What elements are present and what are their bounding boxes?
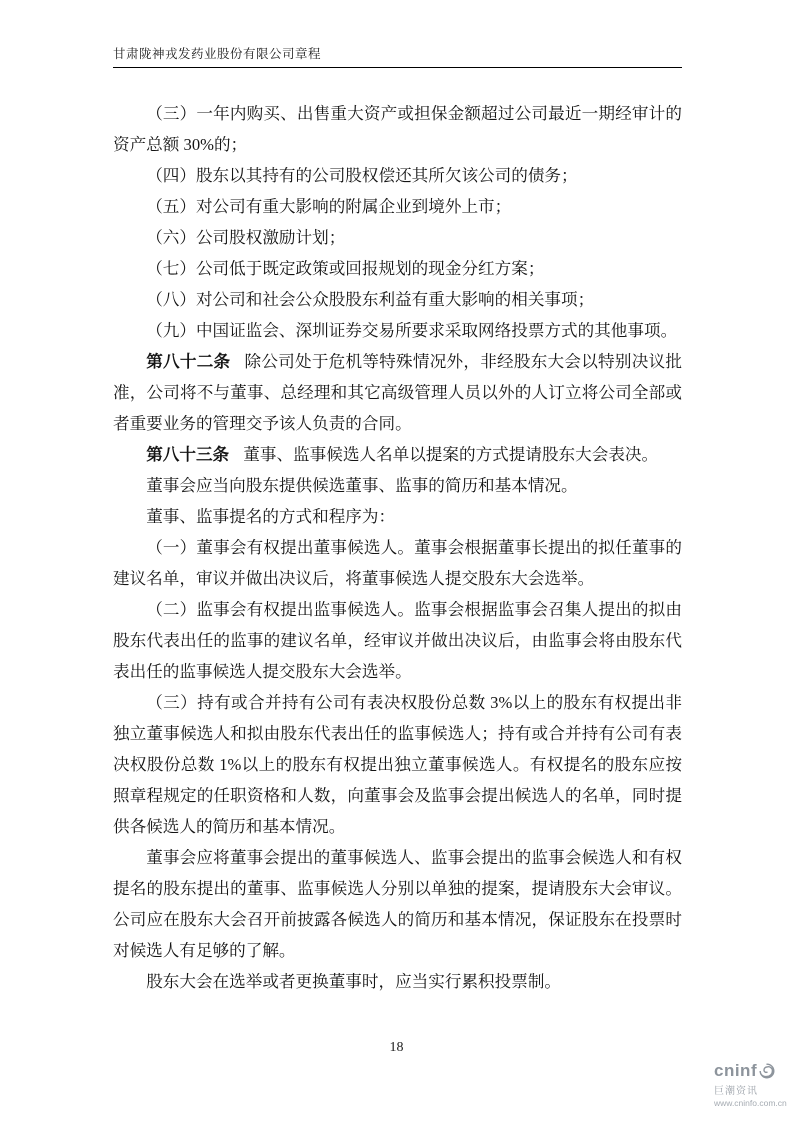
paragraph xyxy=(113,253,682,284)
paragraph-text: 董事会应当向股东提供候选董事、监事的简历和基本情况。 xyxy=(146,476,578,495)
paragraph-text: 董事、监事提名的方式和程序为： xyxy=(146,507,396,526)
paragraph-text: 董事、监事候选人名单以提案的方式提请股东大会表决。 xyxy=(243,445,659,464)
paragraph xyxy=(113,222,682,253)
paragraph-text: （六）公司股权激励计划； xyxy=(146,228,346,247)
cninfo-logo-row xyxy=(714,1061,776,1081)
paragraph xyxy=(113,191,682,222)
header-title: 甘肃陇神戎发药业股份有限公司章程 xyxy=(113,47,322,61)
page-header xyxy=(113,44,682,68)
paragraph xyxy=(113,966,682,997)
paragraph-text: （四）股东以其持有的公司股权偿还其所欠该公司的债务； xyxy=(146,166,578,185)
paragraph-text: （三）持有或合并持有公司有表决权股份总数 3%以上的股东有权提出非独立董事候选人和拟由股东代表出任的监事候选人；持有或合并持有公司有表决权股份总数 1%以上的股东有权提出独立董事候选人。有权提名的股东应按照章程规定的任职资格和人数，向董事会及监事会提出候选人的名单，同时提供各候选人的简历和基本情况。 xyxy=(113,693,682,836)
paragraph-text: 除公司处于危机等特殊情况外，非经股东大会以特别决议批准，公司将不与董事、总经理和其它高级管理人员以外的人订立将公司全部或者重要业务的管理交予该人负责的合同。 xyxy=(113,352,683,433)
paragraph xyxy=(113,439,682,470)
cninfo-name: 巨潮资讯 xyxy=(714,1086,758,1097)
swirl-icon xyxy=(759,1063,775,1079)
paragraph xyxy=(113,594,682,687)
paragraph-text: 董事会应将董事会提出的董事候选人、监事会提出的监事会候选人和有权提名的股东提出的董事、监事候选人分别以单独的提案，提请股东大会审议。公司应在股东大会召开前披露各候选人的简历和基本情况，保证股东在投票时对候选人有足够的了解。 xyxy=(113,848,682,960)
paragraph xyxy=(113,687,682,842)
paragraph xyxy=(113,284,682,315)
paragraph-text: （二）监事会有权提出监事候选人。监事会根据监事会召集人提出的拟由股东代表出任的监事的建议名单，经审议并做出决议后，由监事会将由股东代表出任的监事候选人提交股东大会选举。 xyxy=(113,600,682,681)
cninfo-url: www.cninfo.com.cn xyxy=(714,1098,787,1108)
paragraph-text: （五）对公司有重大影响的附属企业到境外上市； xyxy=(146,197,512,216)
paragraph xyxy=(113,346,682,439)
paragraph-text: （三）一年内购买、出售重大资产或担保金额超过公司最近一期经审计的资产总额 30%的； xyxy=(113,104,682,154)
paragraph-text: （七）公司低于既定政策或回报规划的现金分红方案； xyxy=(146,259,545,278)
paragraph xyxy=(113,501,682,532)
paragraph xyxy=(113,470,682,501)
paragraph-text: （一）董事会有权提出董事候选人。董事会根据董事长提出的拟任董事的建议名单，审议并做出决议后，将董事候选人提交股东大会选举。 xyxy=(113,538,682,588)
paragraph xyxy=(113,315,682,346)
paragraph-text: （八）对公司和社会公众股股东利益有重大影响的相关事项； xyxy=(146,290,595,309)
paragraph-text: （九）中国证监会、深圳证券交易所要求采取网络投票方式的其他事项。 xyxy=(146,321,678,340)
paragraph xyxy=(113,842,682,966)
paragraph xyxy=(113,98,682,160)
document-body xyxy=(113,98,682,997)
cninfo-logo xyxy=(714,1061,787,1108)
page-number: 18 xyxy=(389,1040,404,1055)
article-number: 第八十三条 xyxy=(146,445,230,464)
paragraph xyxy=(113,532,682,594)
paragraph xyxy=(113,160,682,191)
paragraph-text: 股东大会在选举或者更换董事时，应当实行累积投票制。 xyxy=(146,972,562,991)
article-number: 第八十二条 xyxy=(146,352,231,371)
cninfo-brand: cninf xyxy=(714,1061,758,1080)
